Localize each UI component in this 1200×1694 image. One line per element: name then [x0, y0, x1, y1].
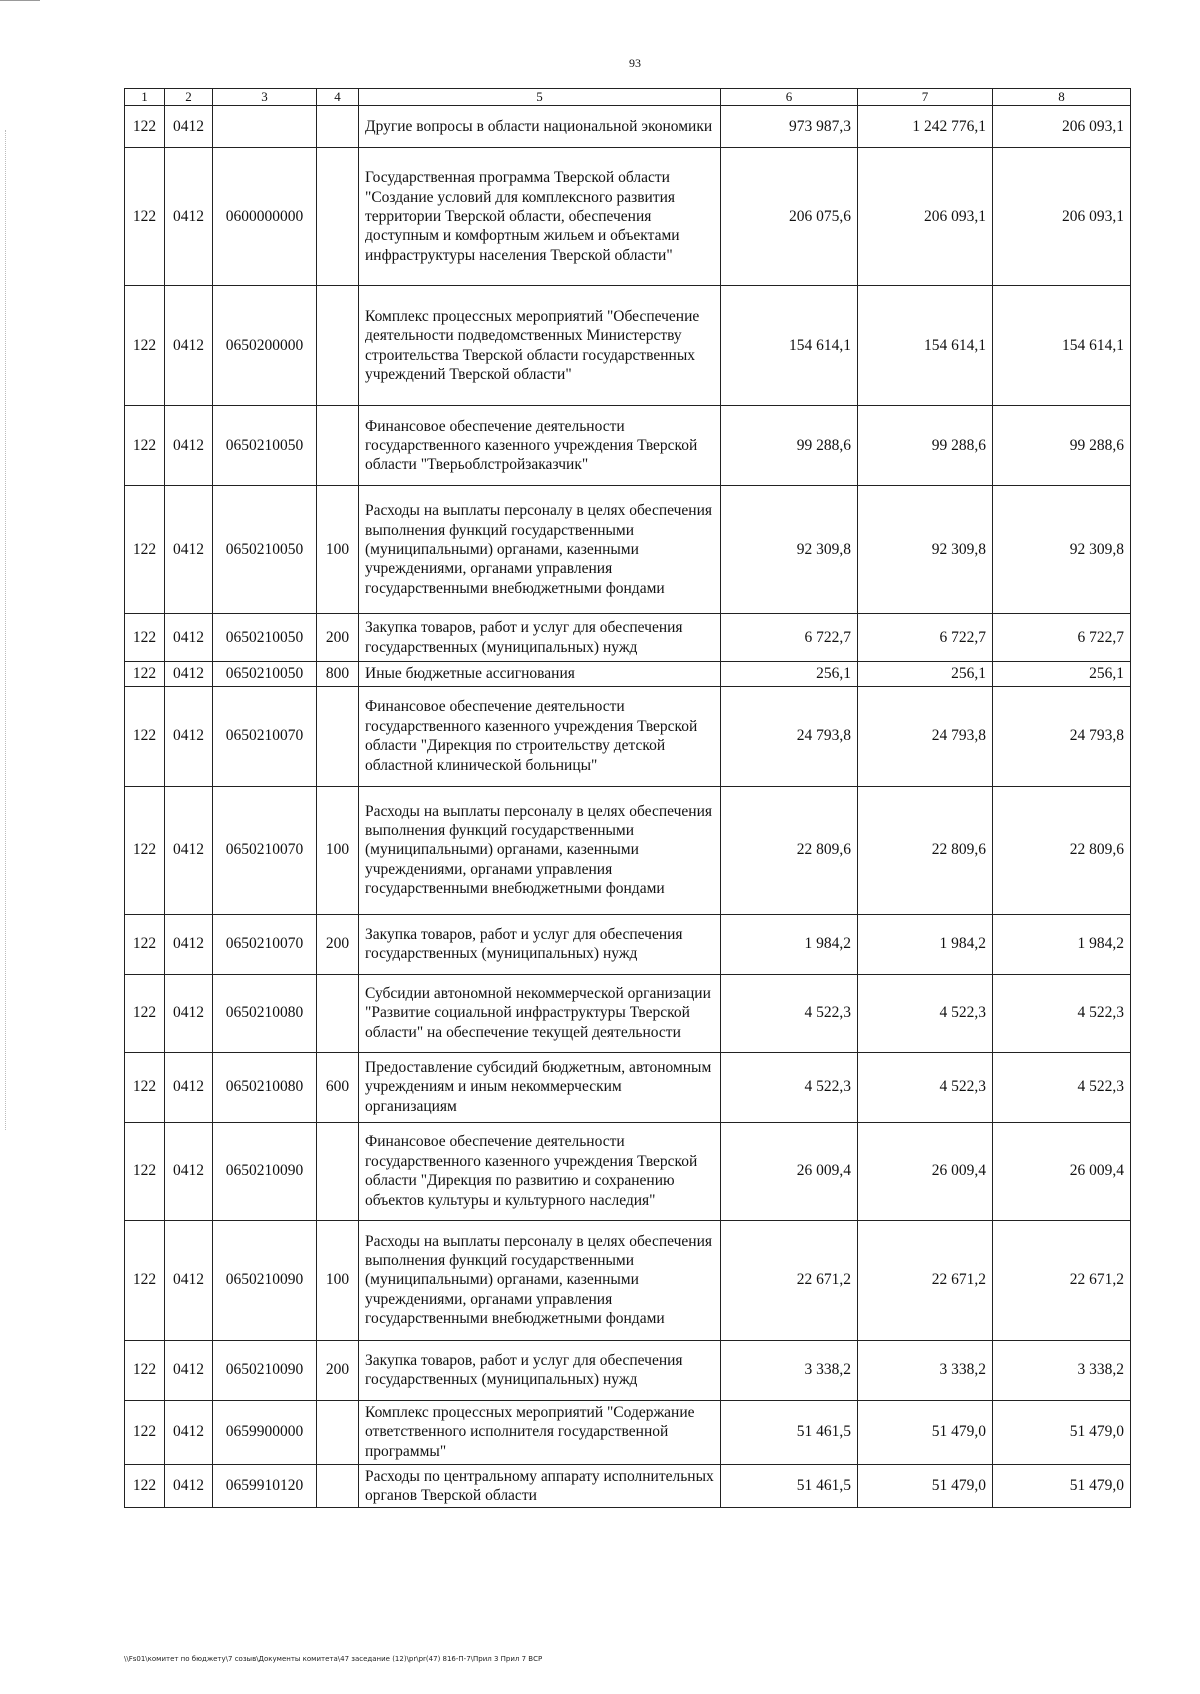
cell-c4: 200 — [317, 914, 359, 974]
table-body — [125, 106, 1131, 1508]
cell-name: Финансовое обеспечение деятельности государственного казенного учреждения Тверской области "Тверьоблстройзаказчик" — [359, 406, 721, 486]
cell-c1: 122 — [125, 148, 165, 286]
cell-v8: 99 288,6 — [993, 406, 1131, 486]
cell-c3: 0650210070 — [213, 914, 317, 974]
cell-c1: 122 — [125, 1340, 165, 1400]
table-row — [125, 1340, 1131, 1400]
table-row — [125, 1464, 1131, 1508]
cell-v6: 24 793,8 — [721, 686, 858, 786]
cell-c1: 122 — [125, 614, 165, 662]
table-row — [125, 1220, 1131, 1340]
cell-c3: 0650210050 — [213, 662, 317, 686]
cell-v7: 3 338,2 — [858, 1340, 993, 1400]
column-header: 5 — [359, 89, 721, 106]
cell-v8: 26 009,4 — [993, 1122, 1131, 1220]
cell-v6: 22 809,6 — [721, 786, 858, 914]
table-row — [125, 286, 1131, 406]
budget-table — [124, 88, 1131, 1508]
cell-v7: 92 309,8 — [858, 486, 993, 614]
cell-c3: 0650210090 — [213, 1220, 317, 1340]
cell-c4 — [317, 406, 359, 486]
cell-name: Комплекс процессных мероприятий "Содержание ответственного исполнителя государственной программы" — [359, 1400, 721, 1464]
table-row — [125, 148, 1131, 286]
cell-c3: 0650210070 — [213, 686, 317, 786]
cell-name: Другие вопросы в области национальной экономики — [359, 106, 721, 148]
cell-v8: 51 479,0 — [993, 1400, 1131, 1464]
cell-v8: 4 522,3 — [993, 974, 1131, 1052]
cell-v7: 51 479,0 — [858, 1464, 993, 1508]
cell-c1: 122 — [125, 1400, 165, 1464]
cell-c1: 122 — [125, 286, 165, 406]
cell-v8: 206 093,1 — [993, 106, 1131, 148]
cell-c2: 0412 — [165, 914, 213, 974]
cell-c3: 0600000000 — [213, 148, 317, 286]
cell-name: Государственная программа Тверской области "Создание условий для комплексного развития территории Тверской области, обеспечения доступным и комфортным жильем и объектами инфраструктуры населения Тверской области" — [359, 148, 721, 286]
cell-c4: 100 — [317, 1220, 359, 1340]
cell-c4 — [317, 1122, 359, 1220]
cell-c1: 122 — [125, 914, 165, 974]
cell-v6: 92 309,8 — [721, 486, 858, 614]
cell-name: Предоставление субсидий бюджетным, автономным учреждениям и иным некоммерческим организациям — [359, 1052, 721, 1122]
cell-v6: 154 614,1 — [721, 286, 858, 406]
cell-v7: 6 722,7 — [858, 614, 993, 662]
cell-c4 — [317, 106, 359, 148]
page-number: 93 — [629, 56, 641, 70]
footer-file-path: \\Fs01\комитет по бюджету\7 созыв\Документы комитета\47 заседание (12)\pr\pr(47) 816-П-7\Прил 3 Прил 7 ВСР — [124, 1655, 543, 1663]
cell-c4 — [317, 686, 359, 786]
table-row — [125, 786, 1131, 914]
cell-v8: 1 984,2 — [993, 914, 1131, 974]
column-header: 6 — [721, 89, 858, 106]
cell-v6: 6 722,7 — [721, 614, 858, 662]
cell-c2: 0412 — [165, 286, 213, 406]
cell-v8: 206 093,1 — [993, 148, 1131, 286]
cell-c3: 0659910120 — [213, 1464, 317, 1508]
cell-name: Финансовое обеспечение деятельности государственного казенного учреждения Тверской области "Дирекция по строительству детской областной клинической больницы" — [359, 686, 721, 786]
cell-c3 — [213, 106, 317, 148]
cell-c2: 0412 — [165, 786, 213, 914]
cell-c1: 122 — [125, 1220, 165, 1340]
cell-c4 — [317, 286, 359, 406]
cell-c1: 122 — [125, 786, 165, 914]
cell-v6: 4 522,3 — [721, 1052, 858, 1122]
cell-v8: 154 614,1 — [993, 286, 1131, 406]
cell-v6: 3 338,2 — [721, 1340, 858, 1400]
cell-c3: 0650210090 — [213, 1340, 317, 1400]
cell-v7: 22 671,2 — [858, 1220, 993, 1340]
cell-v7: 154 614,1 — [858, 286, 993, 406]
cell-v7: 256,1 — [858, 662, 993, 686]
cell-v6: 99 288,6 — [721, 406, 858, 486]
cell-c4 — [317, 148, 359, 286]
cell-c1: 122 — [125, 486, 165, 614]
cell-c2: 0412 — [165, 106, 213, 148]
cell-v8: 6 722,7 — [993, 614, 1131, 662]
cell-c3: 0659900000 — [213, 1400, 317, 1464]
cell-v8: 256,1 — [993, 662, 1131, 686]
cell-c2: 0412 — [165, 614, 213, 662]
cell-c2: 0412 — [165, 406, 213, 486]
cell-c2: 0412 — [165, 686, 213, 786]
cell-name: Финансовое обеспечение деятельности государственного казенного учреждения Тверской области "Дирекция по развитию и сохранению объектов культуры и культурного наследия" — [359, 1122, 721, 1220]
column-header: 8 — [993, 89, 1131, 106]
cell-v7: 99 288,6 — [858, 406, 993, 486]
cell-c3: 0650210090 — [213, 1122, 317, 1220]
table-row — [125, 106, 1131, 148]
cell-v6: 4 522,3 — [721, 974, 858, 1052]
cell-c2: 0412 — [165, 1220, 213, 1340]
cell-v7: 51 479,0 — [858, 1400, 993, 1464]
cell-c1: 122 — [125, 406, 165, 486]
cell-c2: 0412 — [165, 486, 213, 614]
cell-c3: 0650210050 — [213, 486, 317, 614]
table-row — [125, 914, 1131, 974]
cell-c2: 0412 — [165, 974, 213, 1052]
scan-margin-marks — [5, 130, 8, 1130]
cell-name: Расходы по центральному аппарату исполнительных органов Тверской области — [359, 1464, 721, 1508]
cell-v8: 92 309,8 — [993, 486, 1131, 614]
cell-c1: 122 — [125, 662, 165, 686]
cell-v6: 51 461,5 — [721, 1400, 858, 1464]
cell-name: Комплекс процессных мероприятий "Обеспечение деятельности подведомственных Министерству строительства Тверской области государственных учреждений Тверской области" — [359, 286, 721, 406]
cell-c3: 0650210050 — [213, 406, 317, 486]
cell-v6: 22 671,2 — [721, 1220, 858, 1340]
cell-v7: 4 522,3 — [858, 974, 993, 1052]
cell-name: Закупка товаров, работ и услуг для обеспечения государственных (муниципальных) нужд — [359, 614, 721, 662]
table-row — [125, 974, 1131, 1052]
cell-c3: 0650210050 — [213, 614, 317, 662]
cell-c1: 122 — [125, 1122, 165, 1220]
cell-v6: 1 984,2 — [721, 914, 858, 974]
cell-name: Закупка товаров, работ и услуг для обеспечения государственных (муниципальных) нужд — [359, 914, 721, 974]
cell-c1: 122 — [125, 1464, 165, 1508]
cell-v6: 26 009,4 — [721, 1122, 858, 1220]
cell-name: Расходы на выплаты персоналу в целях обеспечения выполнения функций государственными (муниципальными) органами, казенными учреждениями, органами управления государственными внебюджетными фондами — [359, 1220, 721, 1340]
cell-c1: 122 — [125, 1052, 165, 1122]
column-header: 7 — [858, 89, 993, 106]
cell-v6: 206 075,6 — [721, 148, 858, 286]
cell-c3: 0650200000 — [213, 286, 317, 406]
cell-v7: 206 093,1 — [858, 148, 993, 286]
table-row — [125, 1052, 1131, 1122]
table-row — [125, 1400, 1131, 1464]
cell-c2: 0412 — [165, 662, 213, 686]
cell-c1: 122 — [125, 106, 165, 148]
column-header: 4 — [317, 89, 359, 106]
cell-name: Расходы на выплаты персоналу в целях обеспечения выполнения функций государственными (муниципальными) органами, казенными учреждениями, органами управления государственными внебюджетными фондами — [359, 486, 721, 614]
table-row — [125, 662, 1131, 686]
cell-v7: 24 793,8 — [858, 686, 993, 786]
cell-v7: 22 809,6 — [858, 786, 993, 914]
cell-v7: 26 009,4 — [858, 1122, 993, 1220]
column-header: 3 — [213, 89, 317, 106]
cell-c2: 0412 — [165, 1122, 213, 1220]
cell-name: Закупка товаров, работ и услуг для обеспечения государственных (муниципальных) нужд — [359, 1340, 721, 1400]
cell-v7: 4 522,3 — [858, 1052, 993, 1122]
table-row — [125, 486, 1131, 614]
cell-name: Расходы на выплаты персоналу в целях обеспечения выполнения функций государственными (муниципальными) органами, казенными учреждениями, органами управления государственными внебюджетными фондами — [359, 786, 721, 914]
cell-v6: 51 461,5 — [721, 1464, 858, 1508]
cell-name: Иные бюджетные ассигнования — [359, 662, 721, 686]
cell-c4: 200 — [317, 614, 359, 662]
cell-v8: 3 338,2 — [993, 1340, 1131, 1400]
cell-name: Субсидии автономной некоммерческой организации "Развитие социальной инфраструктуры Тверской области" на обеспечение текущей деятельности — [359, 974, 721, 1052]
cell-c1: 122 — [125, 686, 165, 786]
cell-c4: 200 — [317, 1340, 359, 1400]
cell-v7: 1 984,2 — [858, 914, 993, 974]
table-row — [125, 686, 1131, 786]
cell-c3: 0650210080 — [213, 974, 317, 1052]
cell-c4 — [317, 1400, 359, 1464]
cell-c4: 600 — [317, 1052, 359, 1122]
cell-c2: 0412 — [165, 1052, 213, 1122]
cell-c4 — [317, 974, 359, 1052]
cell-v8: 22 671,2 — [993, 1220, 1131, 1340]
cell-c4: 100 — [317, 786, 359, 914]
cell-v6: 973 987,3 — [721, 106, 858, 148]
cell-v8: 4 522,3 — [993, 1052, 1131, 1122]
cell-v8: 51 479,0 — [993, 1464, 1131, 1508]
column-header: 1 — [125, 89, 165, 106]
cell-v6: 256,1 — [721, 662, 858, 686]
cell-c2: 0412 — [165, 148, 213, 286]
cell-c2: 0412 — [165, 1400, 213, 1464]
cell-c2: 0412 — [165, 1340, 213, 1400]
cell-c3: 0650210070 — [213, 786, 317, 914]
cell-v8: 22 809,6 — [993, 786, 1131, 914]
cell-c4: 100 — [317, 486, 359, 614]
table-row — [125, 614, 1131, 662]
scan-edge-mark — [0, 0, 40, 1]
cell-v7: 1 242 776,1 — [858, 106, 993, 148]
column-header: 2 — [165, 89, 213, 106]
table-row — [125, 406, 1131, 486]
header-row — [125, 89, 1131, 106]
cell-v8: 24 793,8 — [993, 686, 1131, 786]
cell-c1: 122 — [125, 974, 165, 1052]
cell-c4 — [317, 1464, 359, 1508]
table-row — [125, 1122, 1131, 1220]
cell-c2: 0412 — [165, 1464, 213, 1508]
cell-c3: 0650210080 — [213, 1052, 317, 1122]
cell-c4: 800 — [317, 662, 359, 686]
